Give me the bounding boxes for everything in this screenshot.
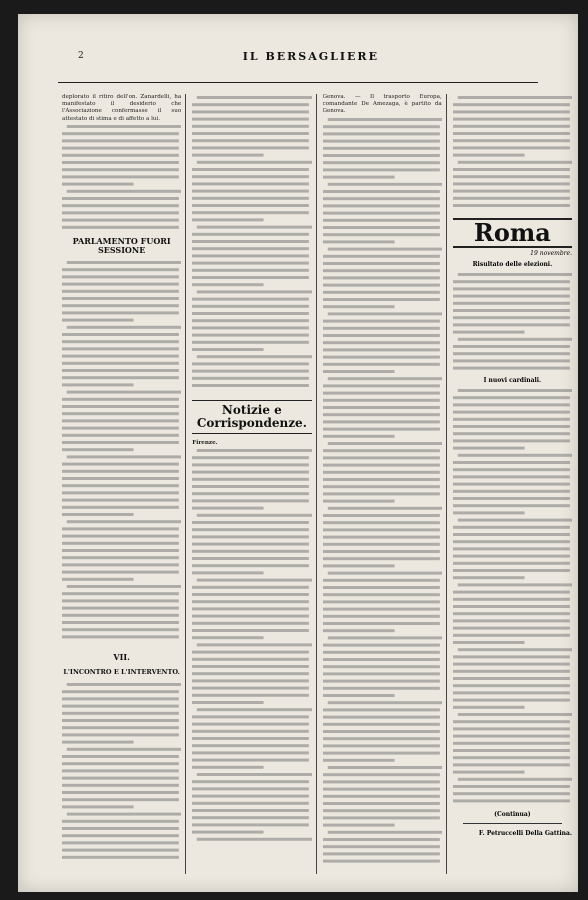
- column-4-body-b: [453, 271, 572, 373]
- signature-rule: [463, 823, 562, 824]
- continua-note: (Continua): [494, 811, 531, 818]
- column-3-body: [323, 116, 442, 866]
- column-4: [453, 94, 576, 874]
- column-4-body-a: [453, 94, 572, 212]
- section-heading-parlamento: PARLAMENTO FUORI SESSIONE: [72, 235, 171, 255]
- column-1-body-b: [62, 259, 181, 647]
- column-2-body-b: [192, 447, 311, 847]
- print-texture: [323, 116, 442, 866]
- print-texture: [453, 271, 572, 373]
- masthead-title: IL BERSAGLIERE: [242, 49, 379, 63]
- roma-date: 19 novembre.: [530, 250, 572, 257]
- column-3: [323, 94, 447, 874]
- chapter-number: VII.: [113, 651, 130, 662]
- article-signature: F. Petruccelli Della Gattina.: [478, 830, 572, 837]
- column-1-body-a: [62, 123, 181, 231]
- subheading-elezioni: Risultato delle elezioni.: [472, 261, 553, 268]
- column-1-body-c: [62, 681, 181, 861]
- print-texture: [62, 681, 181, 861]
- print-texture: [453, 387, 572, 807]
- print-texture: [192, 94, 311, 394]
- print-texture: [192, 447, 311, 847]
- dateline-firenze: Firenze.: [192, 440, 218, 446]
- page-number: 2: [78, 51, 84, 61]
- column-1-lead: deplorato il ritiro dell'on. Zanardelli, ha manifestato il desiderio che l'Associazione confermasse il suo attestato di stima e di affetto a lui.: [62, 94, 182, 122]
- newspaper-page: [18, 14, 578, 892]
- column-2: [192, 94, 316, 874]
- print-texture: [62, 123, 181, 231]
- chapter-title: L'INCONTRO E L'INTERVENTO.: [63, 667, 180, 676]
- column-1: [62, 94, 186, 874]
- section-heading-roma: Roma: [453, 218, 572, 248]
- header-rule: [58, 82, 538, 83]
- column-3-lead: Genova. — Il trasporto Europa, comandante De Amezaga, è partito da Genova.: [322, 94, 442, 115]
- article-columns: [62, 94, 576, 874]
- print-texture: [453, 94, 572, 212]
- section-heading-notizie: Notizie e Corrispondenze.: [192, 400, 311, 434]
- print-texture: [62, 259, 181, 647]
- subheading-cardinali: I nuovi cardinali.: [483, 377, 542, 384]
- column-4-body-c: [453, 387, 572, 807]
- column-2-body-a: [192, 94, 311, 394]
- page-header: [18, 36, 578, 76]
